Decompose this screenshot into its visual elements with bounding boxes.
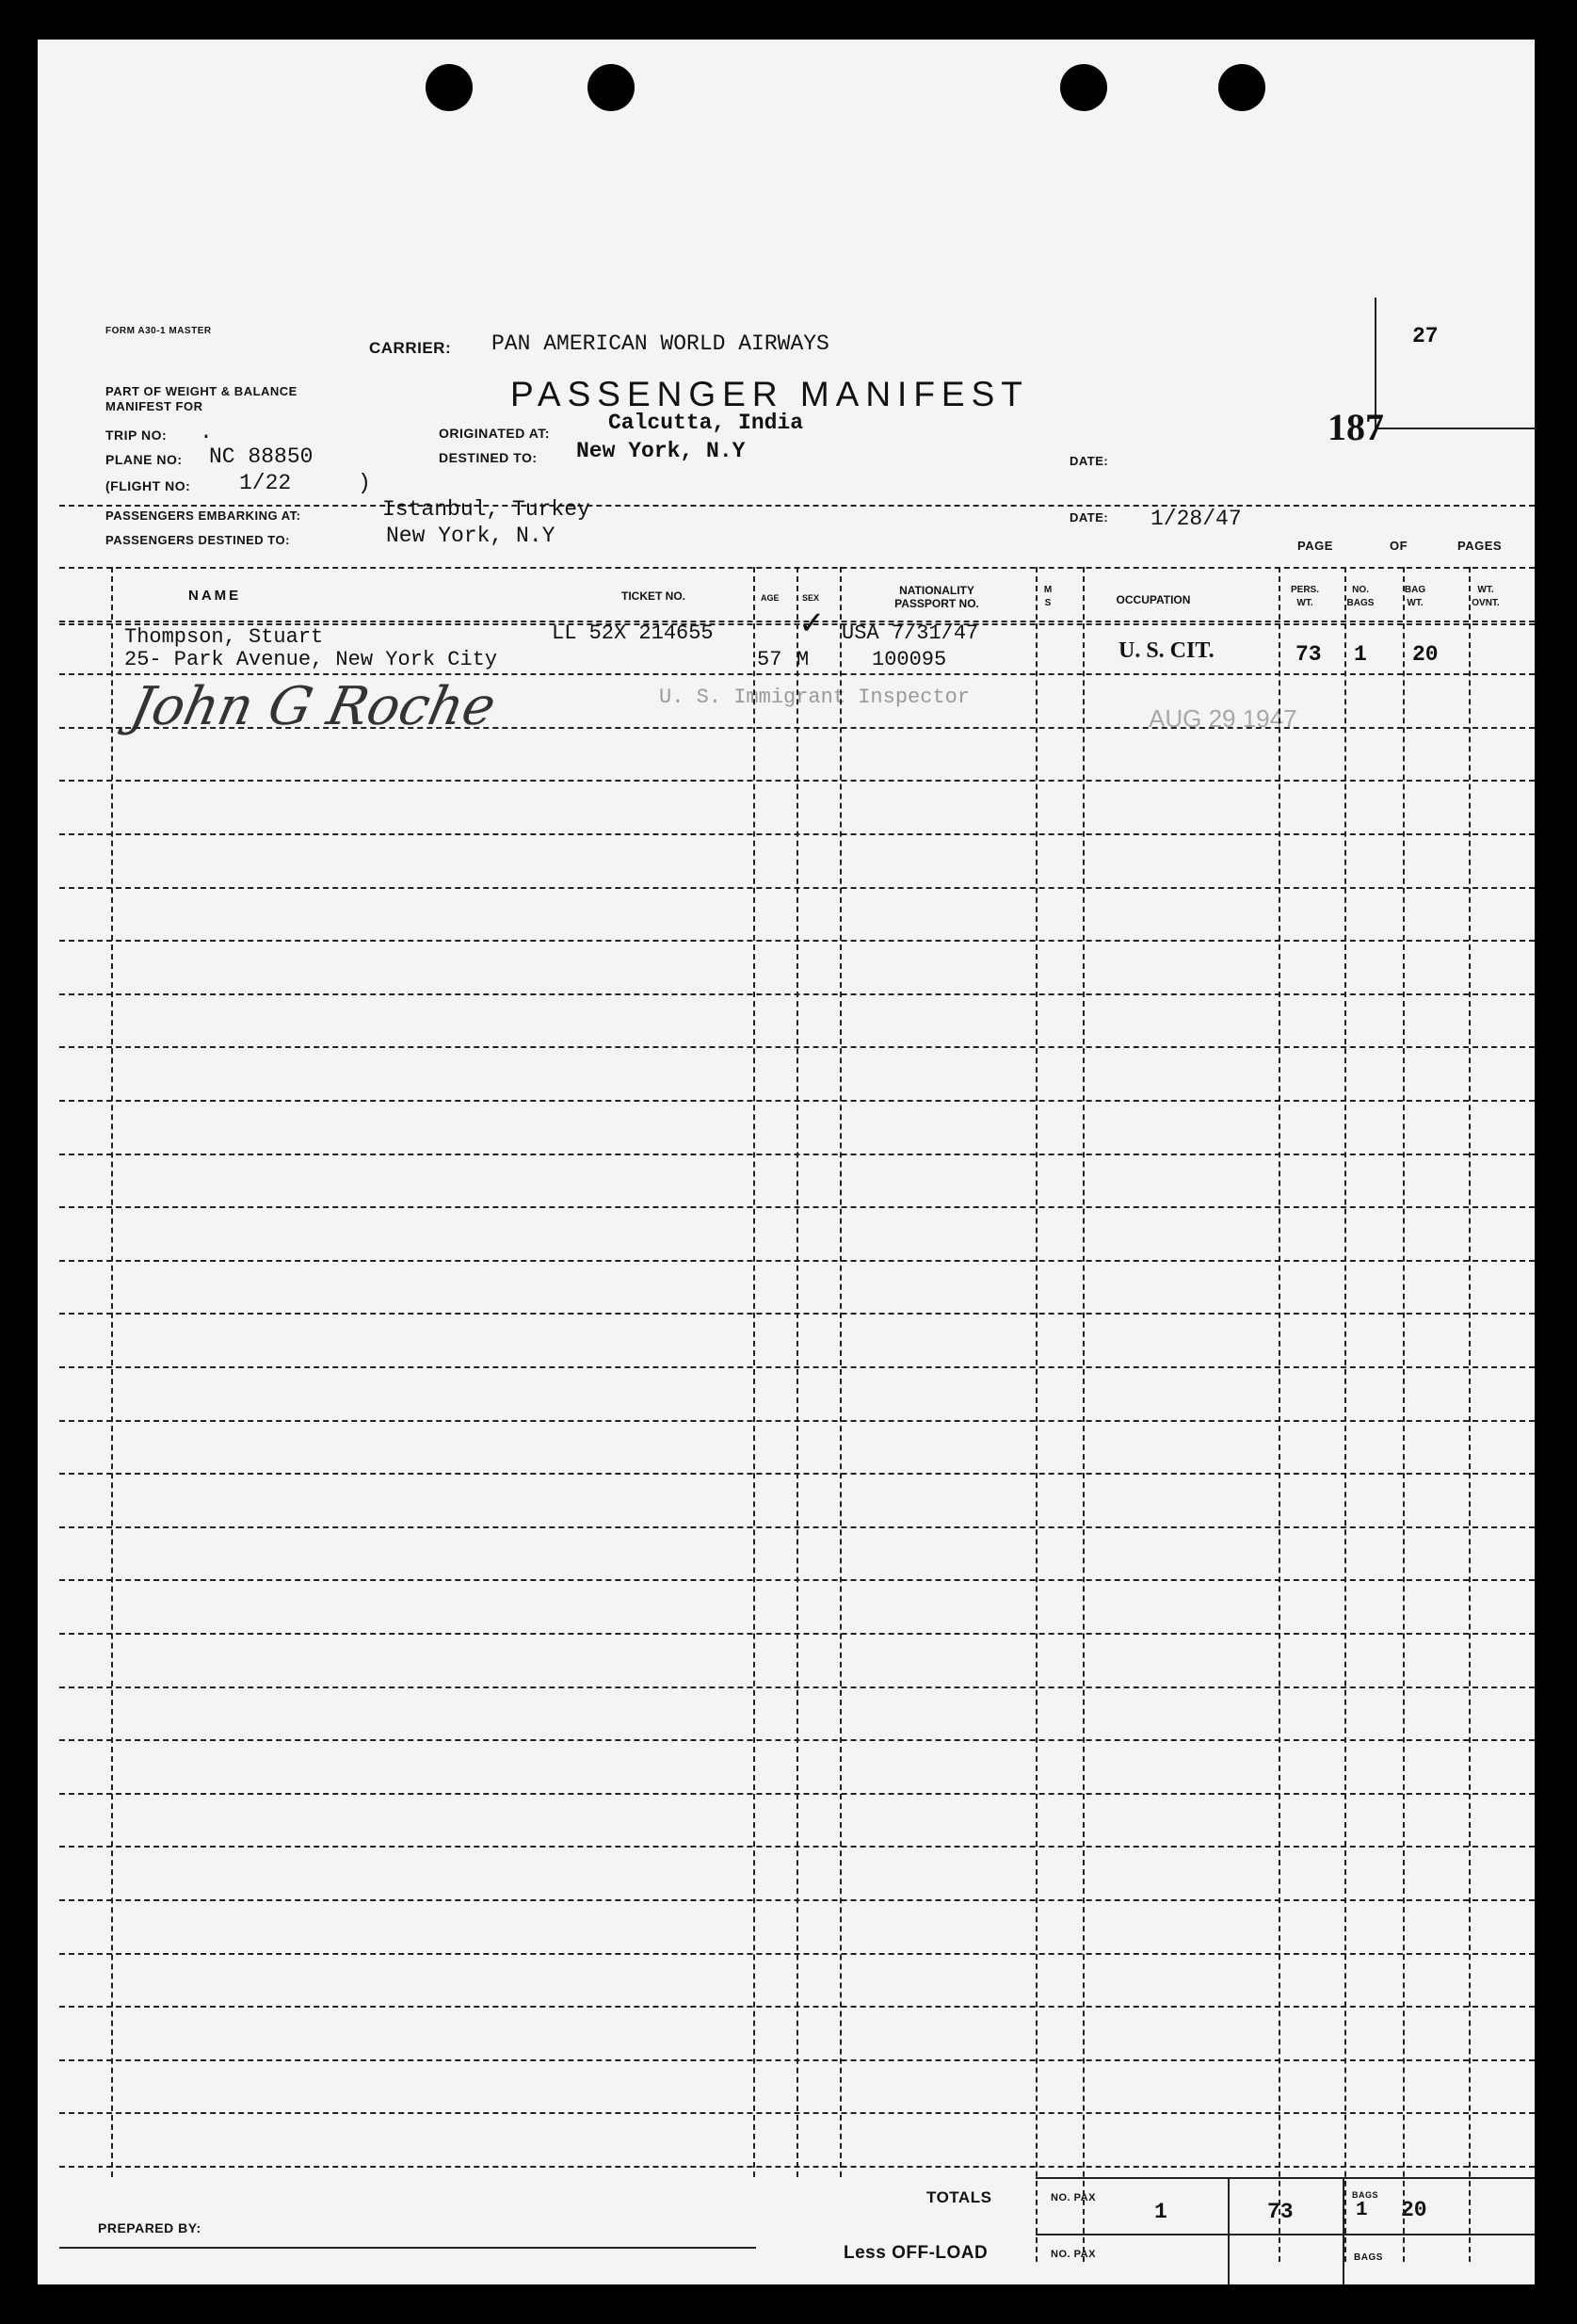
totals-bag-wt: 20: [1401, 2198, 1427, 2222]
destined-label: DESTINED TO:: [439, 450, 538, 465]
passenger-age: 57: [757, 648, 782, 671]
col-wtovnt-line1: WT.: [1477, 585, 1494, 595]
flight-no-label: (FLIGHT NO:: [105, 478, 191, 493]
totals-column-line: [1343, 2177, 1344, 2284]
col-nationality-line2: PASSPORT NO.: [894, 597, 979, 610]
totals-label: TOTALS: [926, 2188, 992, 2206]
col-ms: [1034, 584, 1062, 610]
prepared-by-line: [59, 2247, 756, 2249]
col-nobags-line2: BAGS: [1346, 598, 1375, 608]
punch-hole: [426, 64, 473, 111]
passenger-ticket: LL 52X 214655: [552, 621, 714, 645]
page-ref: 27: [1412, 324, 1439, 348]
inspector-stamp: U. S. Immigrant Inspector: [659, 686, 971, 709]
check-mark: ✓: [798, 605, 826, 641]
destined-value: New York, N.Y: [576, 439, 746, 463]
col-nationality: [866, 584, 1007, 610]
punch-hole: [587, 64, 635, 111]
inspector-signature: John G Roche: [125, 676, 502, 737]
passenger-passport: 100095: [872, 648, 947, 671]
col-wtovnt-line2: OVNT.: [1472, 598, 1500, 608]
flight-no-value: 1/22: [239, 471, 292, 495]
col-pers-line1: PERS.: [1290, 585, 1319, 595]
col-pers-line2: WT.: [1296, 598, 1313, 608]
totals-box: [1036, 2177, 1535, 2283]
col-name: NAME: [188, 588, 242, 604]
col-bag-wt: [1393, 584, 1437, 610]
col-sex: SEX: [802, 593, 820, 603]
totals-mid-line: [1036, 2234, 1535, 2235]
col-bagwt-line2: WT.: [1407, 598, 1424, 608]
no-pax-label: NO. PAX: [1051, 2192, 1096, 2203]
col-bagwt-line1: BAG: [1404, 585, 1426, 595]
embarking-label: PASSENGERS EMBARKING AT:: [105, 508, 301, 523]
dest-pass-value: New York, N.Y: [386, 524, 555, 548]
table-column-line: [1344, 567, 1346, 2262]
originated-label: ORIGINATED AT:: [439, 426, 550, 441]
prepared-by-label: PREPARED BY:: [98, 2220, 201, 2235]
pages-label: PAGES: [1457, 539, 1503, 553]
page-ref-box: [1375, 298, 1537, 429]
passenger-bag-wt: 20: [1412, 642, 1439, 667]
passenger-nationality: USA 7/31/47: [842, 621, 979, 645]
col-ms-line2: S: [1044, 598, 1052, 608]
form-id: FORM A30-1 MASTER: [105, 326, 212, 336]
passenger-occupation: U. S. CIT.: [1118, 638, 1215, 663]
page-label: PAGE: [1297, 539, 1333, 553]
passenger-no-bags: 1: [1354, 642, 1367, 667]
totals-pax: 1: [1154, 2200, 1167, 2224]
table-column-line: [1403, 567, 1405, 2262]
part-of-line2: MANIFEST FOR: [105, 399, 203, 413]
page-title: PASSENGER MANIFEST: [510, 375, 1029, 413]
table-column-line: [1083, 567, 1085, 2262]
passenger-address: 25- Park Avenue, New York City: [124, 648, 498, 671]
col-nobags-line1: NO.: [1352, 585, 1369, 595]
punch-hole: [1218, 64, 1265, 111]
embarking-value: Istanbul, Turkey: [382, 497, 590, 522]
col-ticket: TICKET NO.: [621, 589, 685, 603]
bags-label: BAGS: [1352, 2190, 1379, 2200]
flight-no-close: ): [358, 471, 371, 495]
totals-bags: 1: [1356, 2200, 1368, 2221]
manifest-paper: [38, 40, 1535, 2284]
passenger-name: Thompson, Stuart: [124, 625, 324, 649]
originated-value: Calcutta, India: [608, 411, 804, 435]
of-label: OF: [1390, 539, 1408, 553]
plane-no-value: NC 88850: [209, 444, 314, 469]
offload-label: Less OFF-LOAD: [844, 2243, 989, 2263]
col-age: AGE: [761, 593, 780, 603]
serial-number: 187: [1328, 406, 1384, 448]
table-column-line: [753, 567, 755, 2177]
table-column-line: [840, 567, 842, 2177]
date-label: DATE:: [1070, 454, 1109, 468]
passenger-sex: M: [797, 648, 810, 671]
date2-label: DATE:: [1070, 510, 1109, 525]
col-occupation: OCCUPATION: [1116, 593, 1191, 606]
table-column-line: [1469, 567, 1471, 2262]
passenger-pers-wt: 73: [1295, 642, 1322, 667]
no-pax-label-2: NO. PAX: [1051, 2249, 1096, 2260]
punch-hole: [1060, 64, 1107, 111]
totals-wt: 73: [1267, 2200, 1294, 2224]
table-column-line: [1036, 567, 1038, 2262]
date-stamp: AUG 29 1947: [1149, 704, 1297, 733]
date2-value: 1/28/47: [1151, 507, 1242, 531]
totals-column-line: [1228, 2177, 1230, 2284]
col-ms-line1: M: [1043, 585, 1053, 595]
table-column-line: [797, 567, 798, 2177]
header-divider: [59, 505, 1535, 507]
bags-label-2: BAGS: [1354, 2252, 1383, 2263]
carrier-label: CARRIER:: [369, 339, 452, 357]
carrier-value: PAN AMERICAN WORLD AIRWAYS: [491, 331, 829, 356]
trip-no-value: .: [200, 420, 213, 444]
table-column-line: [1279, 567, 1280, 2262]
col-nationality-line1: NATIONALITY: [899, 584, 974, 597]
trip-no-label: TRIP NO:: [105, 428, 168, 443]
col-pers-wt: [1279, 584, 1331, 610]
dest-pass-label: PASSENGERS DESTINED TO:: [105, 533, 290, 547]
table-column-line: [111, 567, 113, 2177]
part-of-line1: PART OF WEIGHT & BALANCE: [105, 384, 298, 398]
plane-no-label: PLANE NO:: [105, 452, 183, 467]
